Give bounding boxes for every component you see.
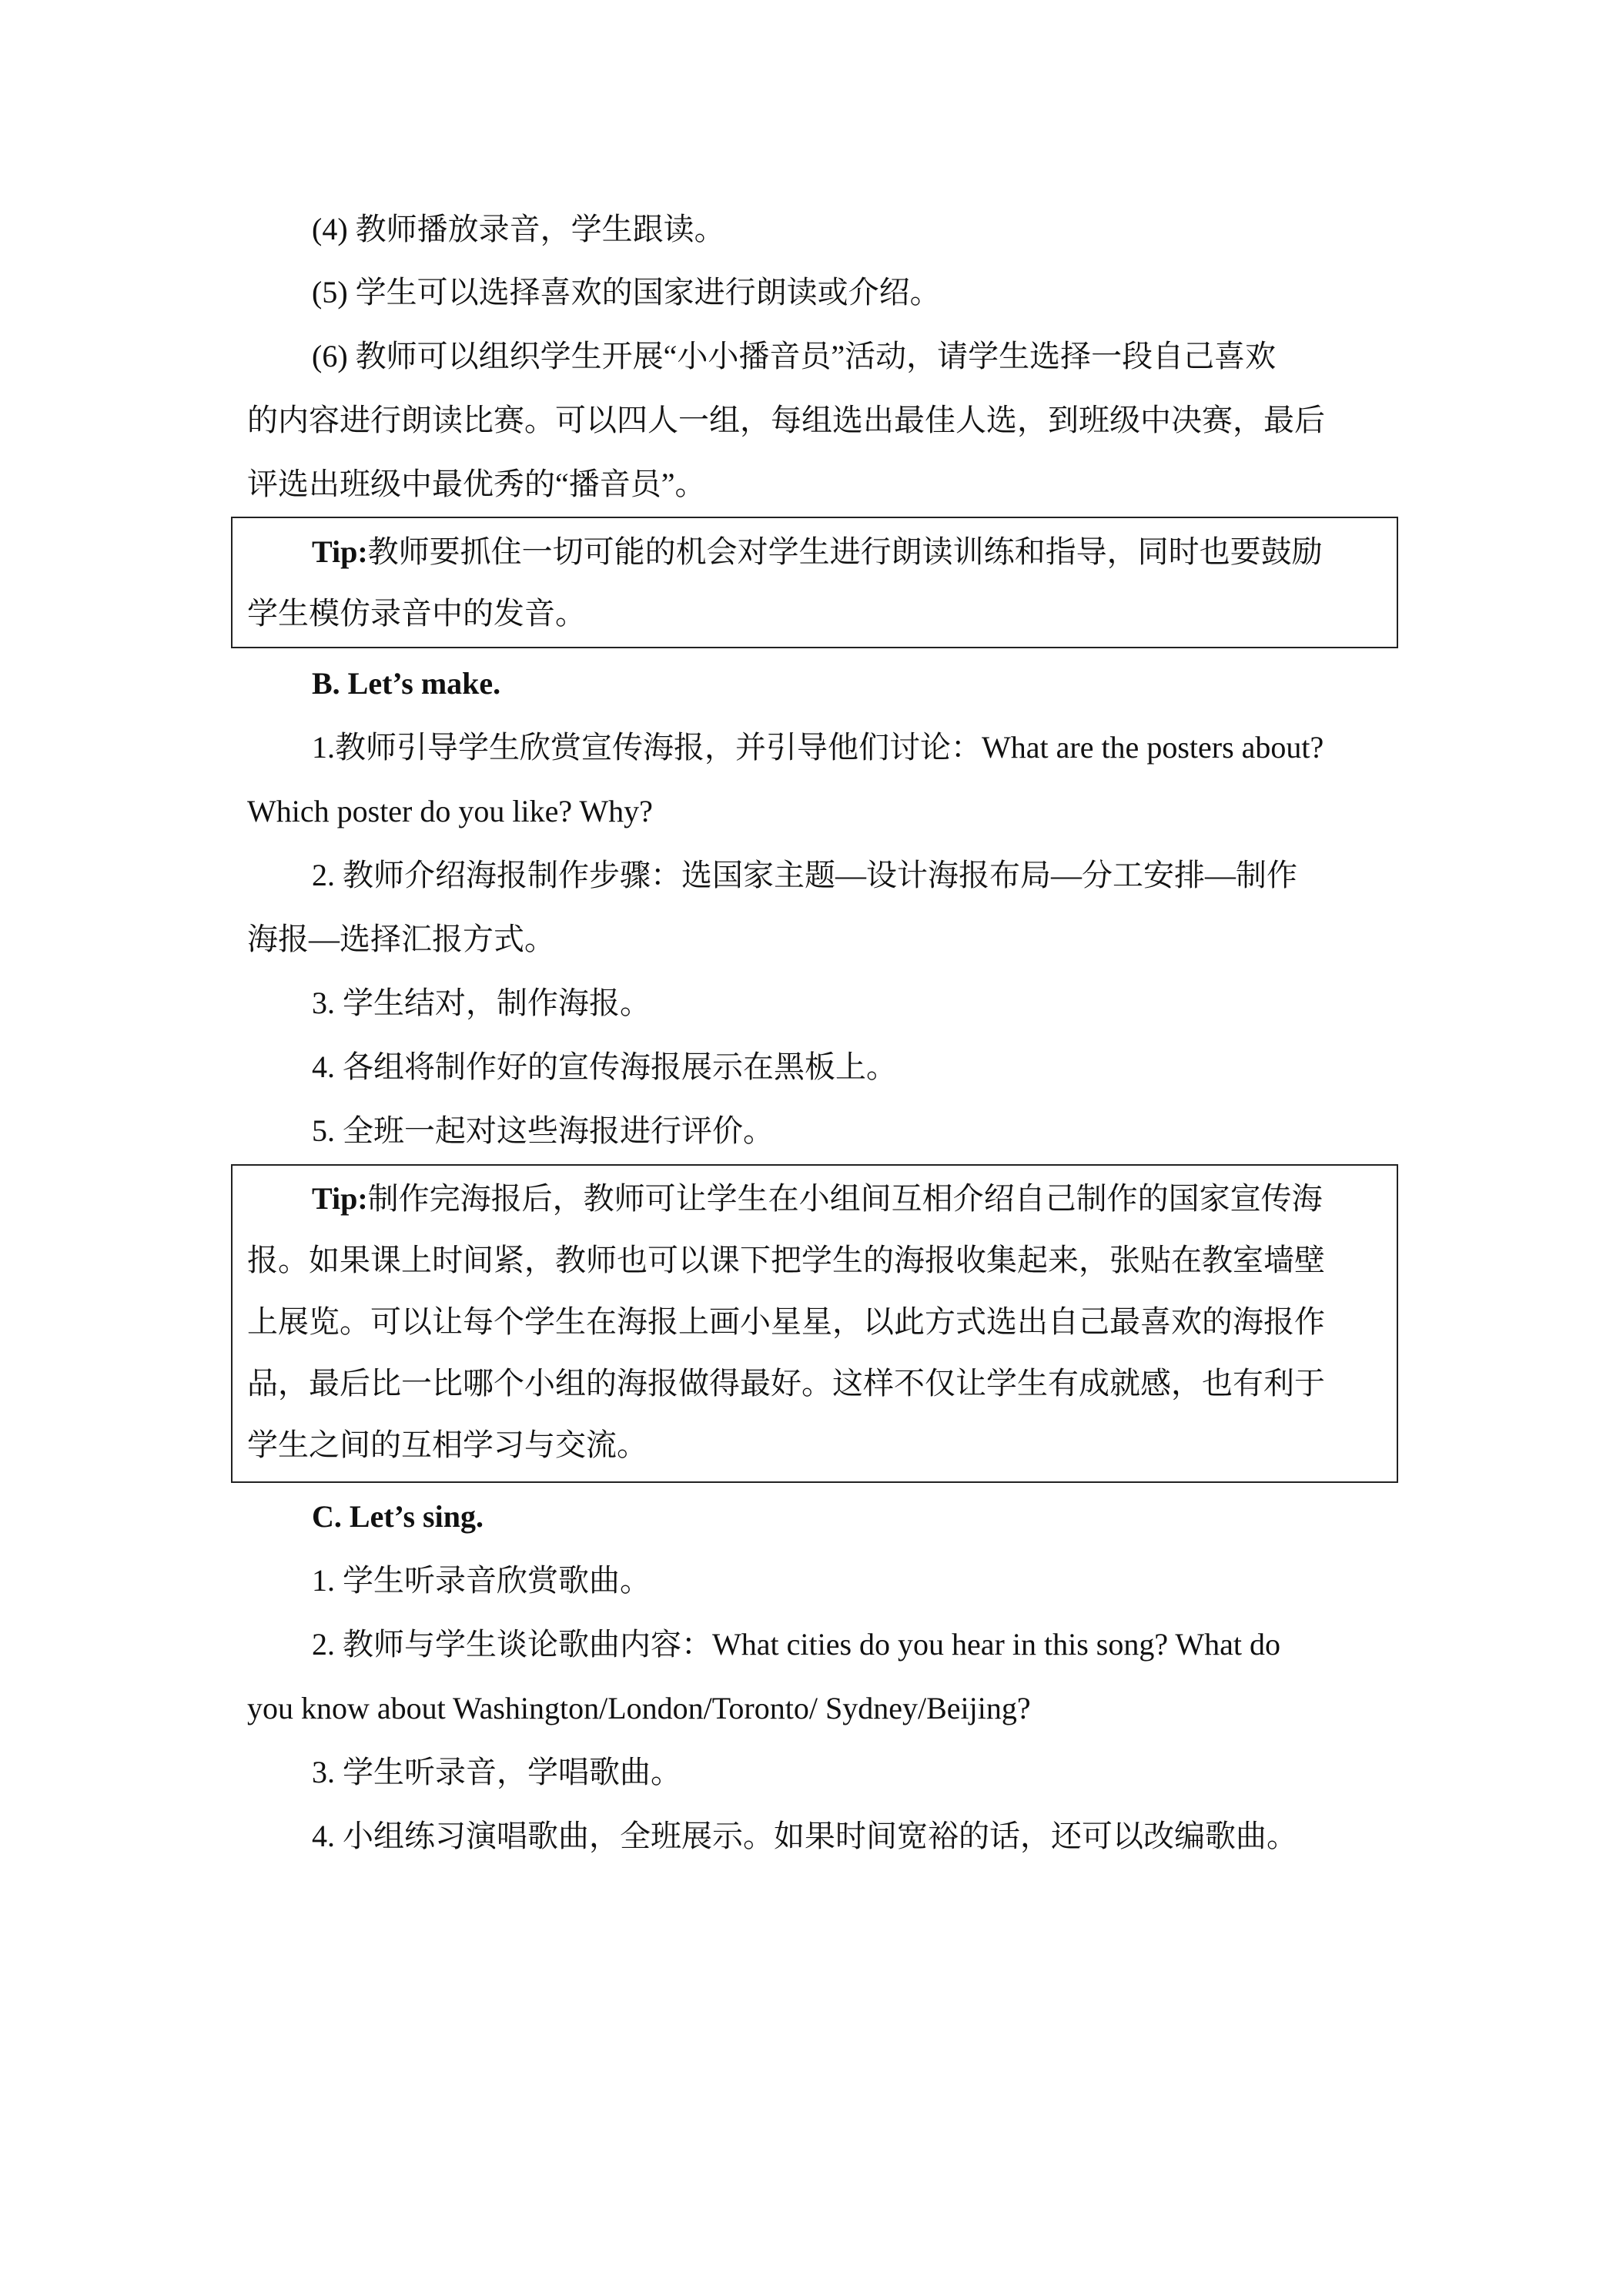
item-a4: (4) 教师播放录音，学生跟读。 xyxy=(312,212,725,246)
item-a6-line1: (6) 教师可以组织学生开展“小小播音员”活动，请学生选择一段自己喜欢 xyxy=(312,339,1277,373)
item-b4: 4. 各组将制作好的宣传海报展示在黑板上。 xyxy=(312,1049,897,1084)
tip-2-line1 xyxy=(312,1180,1323,1218)
item-c1: 1. 学生听录音欣赏歌曲。 xyxy=(312,1563,651,1598)
item-a6-line3: 评选出班级中最优秀的“播音员”。 xyxy=(247,467,706,501)
item-c4: 4. 小组练习演唱歌曲，全班展示。如果时间宽裕的话，还可以改编歌曲。 xyxy=(312,1819,1297,1853)
tip-2-line2: 报。如果课上时间紧，教师也可以课下把学生的海报收集起来，张贴在教室墙壁 xyxy=(247,1243,1325,1277)
tip-2-label: Tip: xyxy=(312,1181,368,1216)
item-b2-line2: 海报—选择汇报方式。 xyxy=(247,922,555,956)
item-b3: 3. 学生结对，制作海报。 xyxy=(312,986,651,1020)
item-c2-line1: 2. 教师与学生谈论歌曲内容：What cities do you hear in this song? What do xyxy=(312,1627,1280,1662)
item-c2-line2: you know about Washington/London/Toronto/ Sydney/Beijing? xyxy=(247,1691,1031,1725)
tip-1-line1 xyxy=(312,533,1323,571)
tip-1-line2: 学生模仿录音中的发音。 xyxy=(247,596,586,631)
tip-2-line5: 学生之间的互相学习与交流。 xyxy=(247,1427,648,1462)
item-c3: 3. 学生听录音，学唱歌曲。 xyxy=(312,1755,681,1789)
item-b5: 5. 全班一起对这些海报进行评价。 xyxy=(312,1113,774,1148)
section-c-heading: C. Let’s sing. xyxy=(312,1499,484,1534)
section-b-heading: B. Let’s make. xyxy=(312,666,501,701)
item-b1-line2: Which poster do you like? Why? xyxy=(247,794,653,828)
item-a5: (5) 学生可以选择喜欢的国家进行朗读或介绍。 xyxy=(312,275,941,310)
tip-1-text: 教师要抓住一切可能的机会对学生进行朗读训练和指导，同时也要鼓励 xyxy=(367,534,1323,569)
tip-2-line4: 品，最后比一比哪个小组的海报做得最好。这样不仅让学生有成就感，也有利于 xyxy=(247,1366,1325,1401)
tip-2-line3: 上展览。可以让每个学生在海报上画小星星，以此方式选出自己最喜欢的海报作 xyxy=(247,1304,1325,1339)
tip-1-label: Tip: xyxy=(312,534,368,569)
item-a6-line2: 的内容进行朗读比赛。可以四人一组，每组选出最佳人选，到班级中决赛，最后 xyxy=(247,403,1325,437)
item-b2-line1: 2. 教师介绍海报制作步骤：选国家主题—设计海报布局—分工安排—制作 xyxy=(312,858,1297,892)
tip-2-text: 制作完海报后，教师可让学生在小组间互相介绍自己制作的国家宣传海 xyxy=(367,1181,1323,1216)
item-b1-line1: 1.教师引导学生欣赏宣传海报，并引导他们讨论：What are the posters about? xyxy=(312,730,1324,765)
